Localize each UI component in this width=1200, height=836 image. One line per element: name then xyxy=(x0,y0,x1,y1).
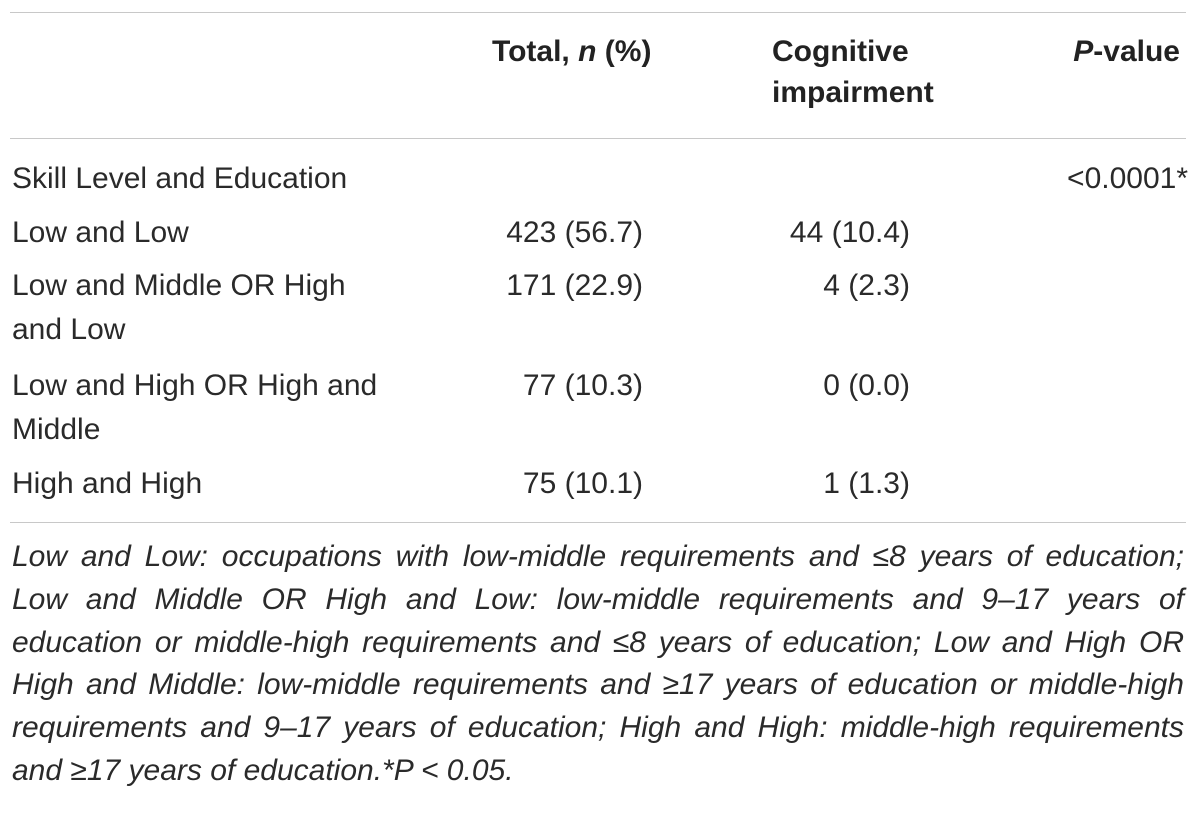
row-cognitive: 4 (2.3) xyxy=(823,269,910,302)
header-rule xyxy=(10,138,1186,139)
row-label: Low and Low xyxy=(12,216,189,249)
group-p-value: <0.0001* xyxy=(1067,162,1188,195)
row-total: 171 (22.9) xyxy=(506,269,643,302)
header-total: Total, n (%) xyxy=(492,35,652,68)
row-cognitive: 1 (1.3) xyxy=(823,467,910,500)
table-footnote: Low and Low: occupations with low-middle requirements and ≤8 years of education; Low and Middle OR High and Low: low-middle requirements and 9–17 years of education or middle-high requirements and ≤8 years of education; Low and High OR High and Middle: low-middle requirements and ≥17 years of education or middle-high requirements and 9–17 years of education; High and High: middle-high requirements and ≥17 years of education.*P < 0.05. xyxy=(12,540,1184,787)
bottom-rule xyxy=(10,522,1186,523)
top-rule xyxy=(10,12,1186,13)
row-label: Low and Middle OR High and Low xyxy=(12,269,346,346)
row-cognitive: 0 (0.0) xyxy=(823,369,910,402)
row-total: 77 (10.3) xyxy=(522,369,643,402)
row-total: 423 (56.7) xyxy=(506,216,643,249)
row-label: Low and High OR High and Middle xyxy=(12,369,378,446)
row-total: 75 (10.1) xyxy=(522,467,643,500)
header-cognitive-impairment: Cognitive impairment xyxy=(772,35,934,109)
group-label: Skill Level and Education xyxy=(12,162,348,195)
row-label: High and High xyxy=(12,467,203,500)
header-p-value: P-value xyxy=(1073,35,1180,68)
row-cognitive: 44 (10.4) xyxy=(789,216,910,249)
